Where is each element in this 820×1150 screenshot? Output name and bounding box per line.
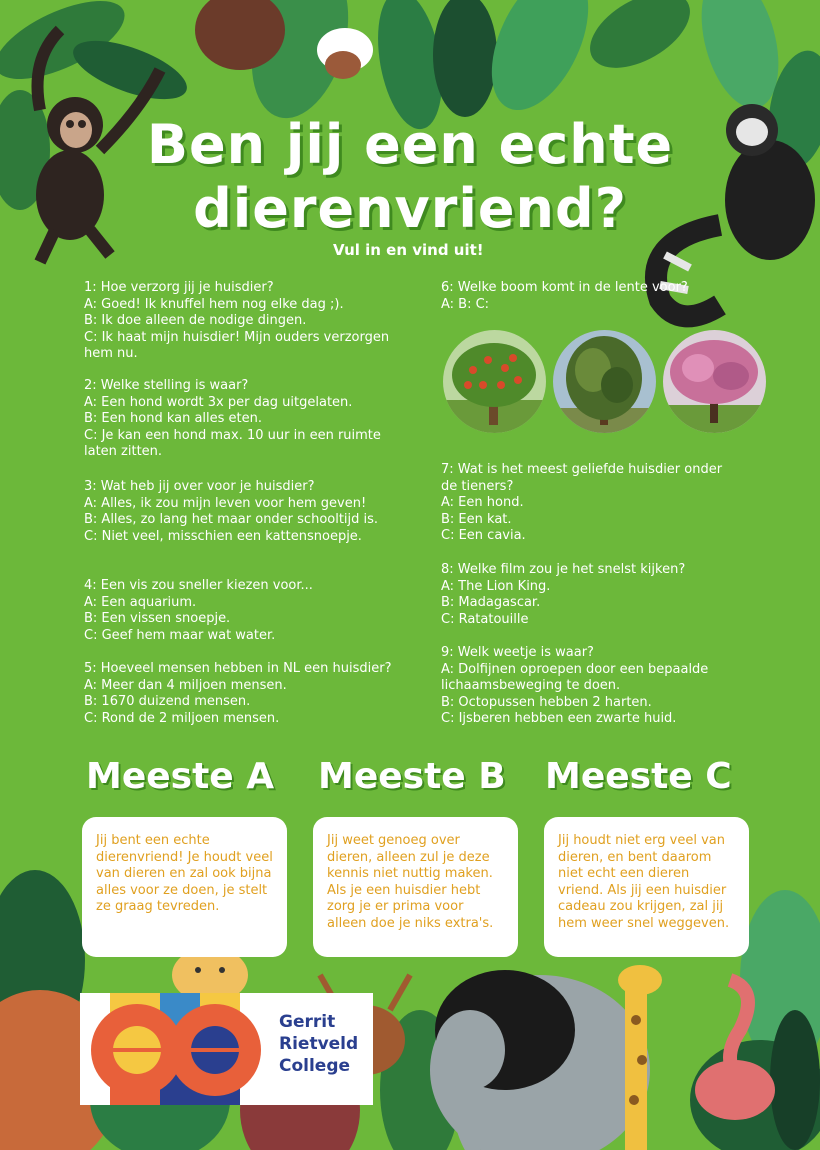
question-2: 2: Welke stelling is waar? A: Een hond wordt 3x per dag uitgelaten. B: Een hond kan alles eten. C: Je kan een hond max. 10 uur in een ruimte laten zitten. xyxy=(84,378,381,459)
question-1: 1: Hoe verzorg jij je huisdier? A: Goed! Ik knuffel hem nog elke dag ;). B: Ik doe alleen de nodige dingen. C: Ik haat mijn huisdier! Mijn ouders verzorgen hem nu. xyxy=(84,280,390,361)
page-title-line1: Ben jij een echte xyxy=(146,113,674,176)
page-title-line2: dierenvriend? xyxy=(193,177,627,240)
school-logo xyxy=(80,993,373,1105)
question-4: 4: Een vis zou sneller kiezen voor... A: Een aquarium. B: Een vissen snoepje. C: Geef hem maar wat water. xyxy=(84,578,313,643)
question-8: 8: Welke film zou je het snelst kijken? A: The Lion King. B: Madagascar. C: Ratatouille xyxy=(441,562,686,627)
result-card-c xyxy=(544,817,749,957)
question-3: 3: Wat heb jij over voor je huisdier? A: Alles, ik zou mijn leven voor hem geven! B: Alles, zo lang het maar onder schooltijd is. C: Niet veel, misschien een kattensnoepje. xyxy=(84,479,379,544)
tree-images xyxy=(443,330,768,435)
result-card-a xyxy=(82,817,287,957)
result-heading-a: Meeste A xyxy=(86,756,275,797)
question-5: 5: Hoeveel mensen hebben in NL een huisdier? A: Meer dan 4 miljoen mensen. B: 1670 duizend mensen. C: Rond de 2 miljoen mensen. xyxy=(84,661,392,726)
result-text-b: Jij weet genoeg over dieren, alleen zul je deze kennis niet nuttig maken. Als je een huisdier hebt zorg je er prima voor alleen doe je niks extra's. xyxy=(327,833,494,931)
result-text-c: Jij houdt niet erg veel van dieren, en bent daarom niet echt een dieren vriend. Als jij een huisdier cadeau zou krijgen, zal jij hem weer snel weggeven. xyxy=(558,833,730,931)
apple-tree-image xyxy=(443,330,546,433)
result-card-b xyxy=(313,817,518,957)
result-heading-b: Meeste B xyxy=(318,756,506,797)
green-tree-image xyxy=(553,330,656,433)
page-subtitle: Vul in en vind uit! xyxy=(333,241,484,259)
question-6: 6: Welke boom komt in de lente voor? A: B: C: xyxy=(441,280,688,312)
logo-text: Gerrit Rietveld College xyxy=(279,1012,359,1076)
logo-mark-icon xyxy=(80,993,270,1105)
result-text-a: Jij bent een echte dierenvriend! Je houdt veel van dieren en zal ook bijna alles voor ze doen, je stelt ze graag tevreden. xyxy=(96,833,273,914)
question-7: 7: Wat is het meest geliefde huisdier onder de tieners? A: Een hond. B: Een kat. C: Een cavia. xyxy=(441,462,723,543)
blossom-tree-image xyxy=(663,330,766,433)
result-heading-c: Meeste C xyxy=(545,756,732,797)
question-9: 9: Welk weetje is waar? A: Dolfijnen oproepen door een bepaalde lichaamsbeweging te doen. B: Octopussen hebben 2 harten. C: Ijsberen hebben een zwarte huid. xyxy=(441,645,709,726)
